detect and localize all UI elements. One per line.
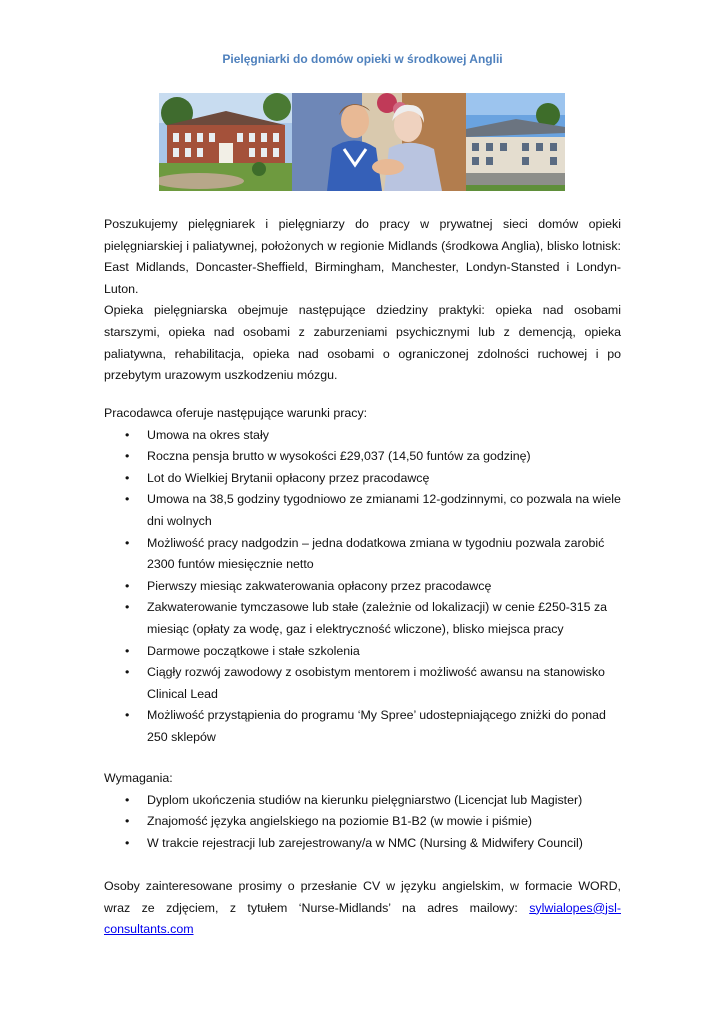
list-item: • Możliwość pracy nadgodzin – jedna dodatkowa zmiana w tygodniu pozwala zarobić 2300 funtów miesięcznie netto xyxy=(104,533,621,576)
email-link[interactable]: sylwialopes@jsl-consultants.com xyxy=(104,900,621,937)
list-item: • Możliwość przystąpienia do programu ‘My Spree’ udostepniającego zniżki do ponad 250 sklepów xyxy=(104,705,621,748)
list-item: • W trakcie rejestracji lub zarejestrowany/a w NMC (Nursing & Midwifery Council) xyxy=(104,833,621,855)
list-item: • Lot do Wielkiej Brytanii opłacony przez pracodawcę xyxy=(104,468,621,490)
closing-paragraph xyxy=(104,876,621,941)
offer-heading: Pracodawca oferuje następujące warunki pracy: xyxy=(104,406,368,420)
requirements-heading: Wymagania: xyxy=(104,771,173,785)
nurse-with-patient-photo xyxy=(292,93,466,191)
photo-banner xyxy=(159,93,565,191)
intro-section xyxy=(104,214,621,387)
list-item: • Ciągły rozwój zawodowy z osobistym mentorem i możliwość awansu na stanowisko Clinical Lead xyxy=(104,662,621,705)
care-home-building-photo xyxy=(159,93,292,191)
closing-text: Osoby zainteresowane prosimy o przesłanie CV w języku angielskim, w formacie WORD, wraz ze zdjęciem, z tytułem ‘Nurse-Midlands’ na adres mailowy: xyxy=(104,879,621,915)
list-item: • Pierwszy miesiąc zakwaterowania opłacony przez pracodawcę xyxy=(104,576,621,598)
requirements-section xyxy=(104,768,621,854)
list-item: • Umowa na 38,5 godziny tygodniowo ze zmianami 12-godzinnymi, co pozwala na wiele dni wolnych xyxy=(104,489,621,532)
requirements-list xyxy=(104,790,621,855)
list-item: • Darmowe początkowe i stałe szkolenia xyxy=(104,641,621,663)
offer-list xyxy=(104,425,621,749)
list-item: • Dyplom ukończenia studiów na kierunku pielęgniarstwo (Licencjat lub Magister) xyxy=(104,790,621,812)
list-item: • Roczna pensja brutto w wysokości £29,037 (14,50 funtów za godzinę) xyxy=(104,446,621,468)
modern-care-home-photo xyxy=(466,93,565,191)
intro-paragraph: Opieka pielęgniarska obejmuje następujące dziedziny praktyki: opieka nad osobami starszymi, opieka nad osobami z zaburzeniami psychicznymi lub z demencją, opieka paliatywna, rehabilitacja, opieka nad osobami o ograniczonej zdolności ruchowej i po przebytym urazowym uszkodzeniu mózgu. xyxy=(104,303,621,383)
offer-section xyxy=(104,403,621,749)
list-item: • Znajomość języka angielskiego na poziomie B1-B2 (w mowie i piśmie) xyxy=(104,811,621,833)
intro-paragraph: Poszukujemy pielęgniarek i pielęgniarzy do pracy w prywatnej sieci domów opieki pielęgniarskiej i paliatywnej, położonych w regionie Midlands (środkowa Anglia), blisko lotnisk: East Midlands, Doncaster-Sheffield, Birmingham, Manchester, Londyn-Stansted i Londyn-Luton. xyxy=(104,217,621,296)
list-item: • Zakwaterowanie tymczasowe lub stałe (zależnie od lokalizacji) w cenie £250-315 za miesiąc (opłaty za wodę, gaz i elektryczność wliczone), blisko miejsca pracy xyxy=(104,597,621,640)
list-item: • Umowa na okres stały xyxy=(104,425,621,447)
closing-section xyxy=(104,876,621,941)
page-title: Pielęgniarki do domów opieki w środkowej Anglii xyxy=(222,52,503,66)
